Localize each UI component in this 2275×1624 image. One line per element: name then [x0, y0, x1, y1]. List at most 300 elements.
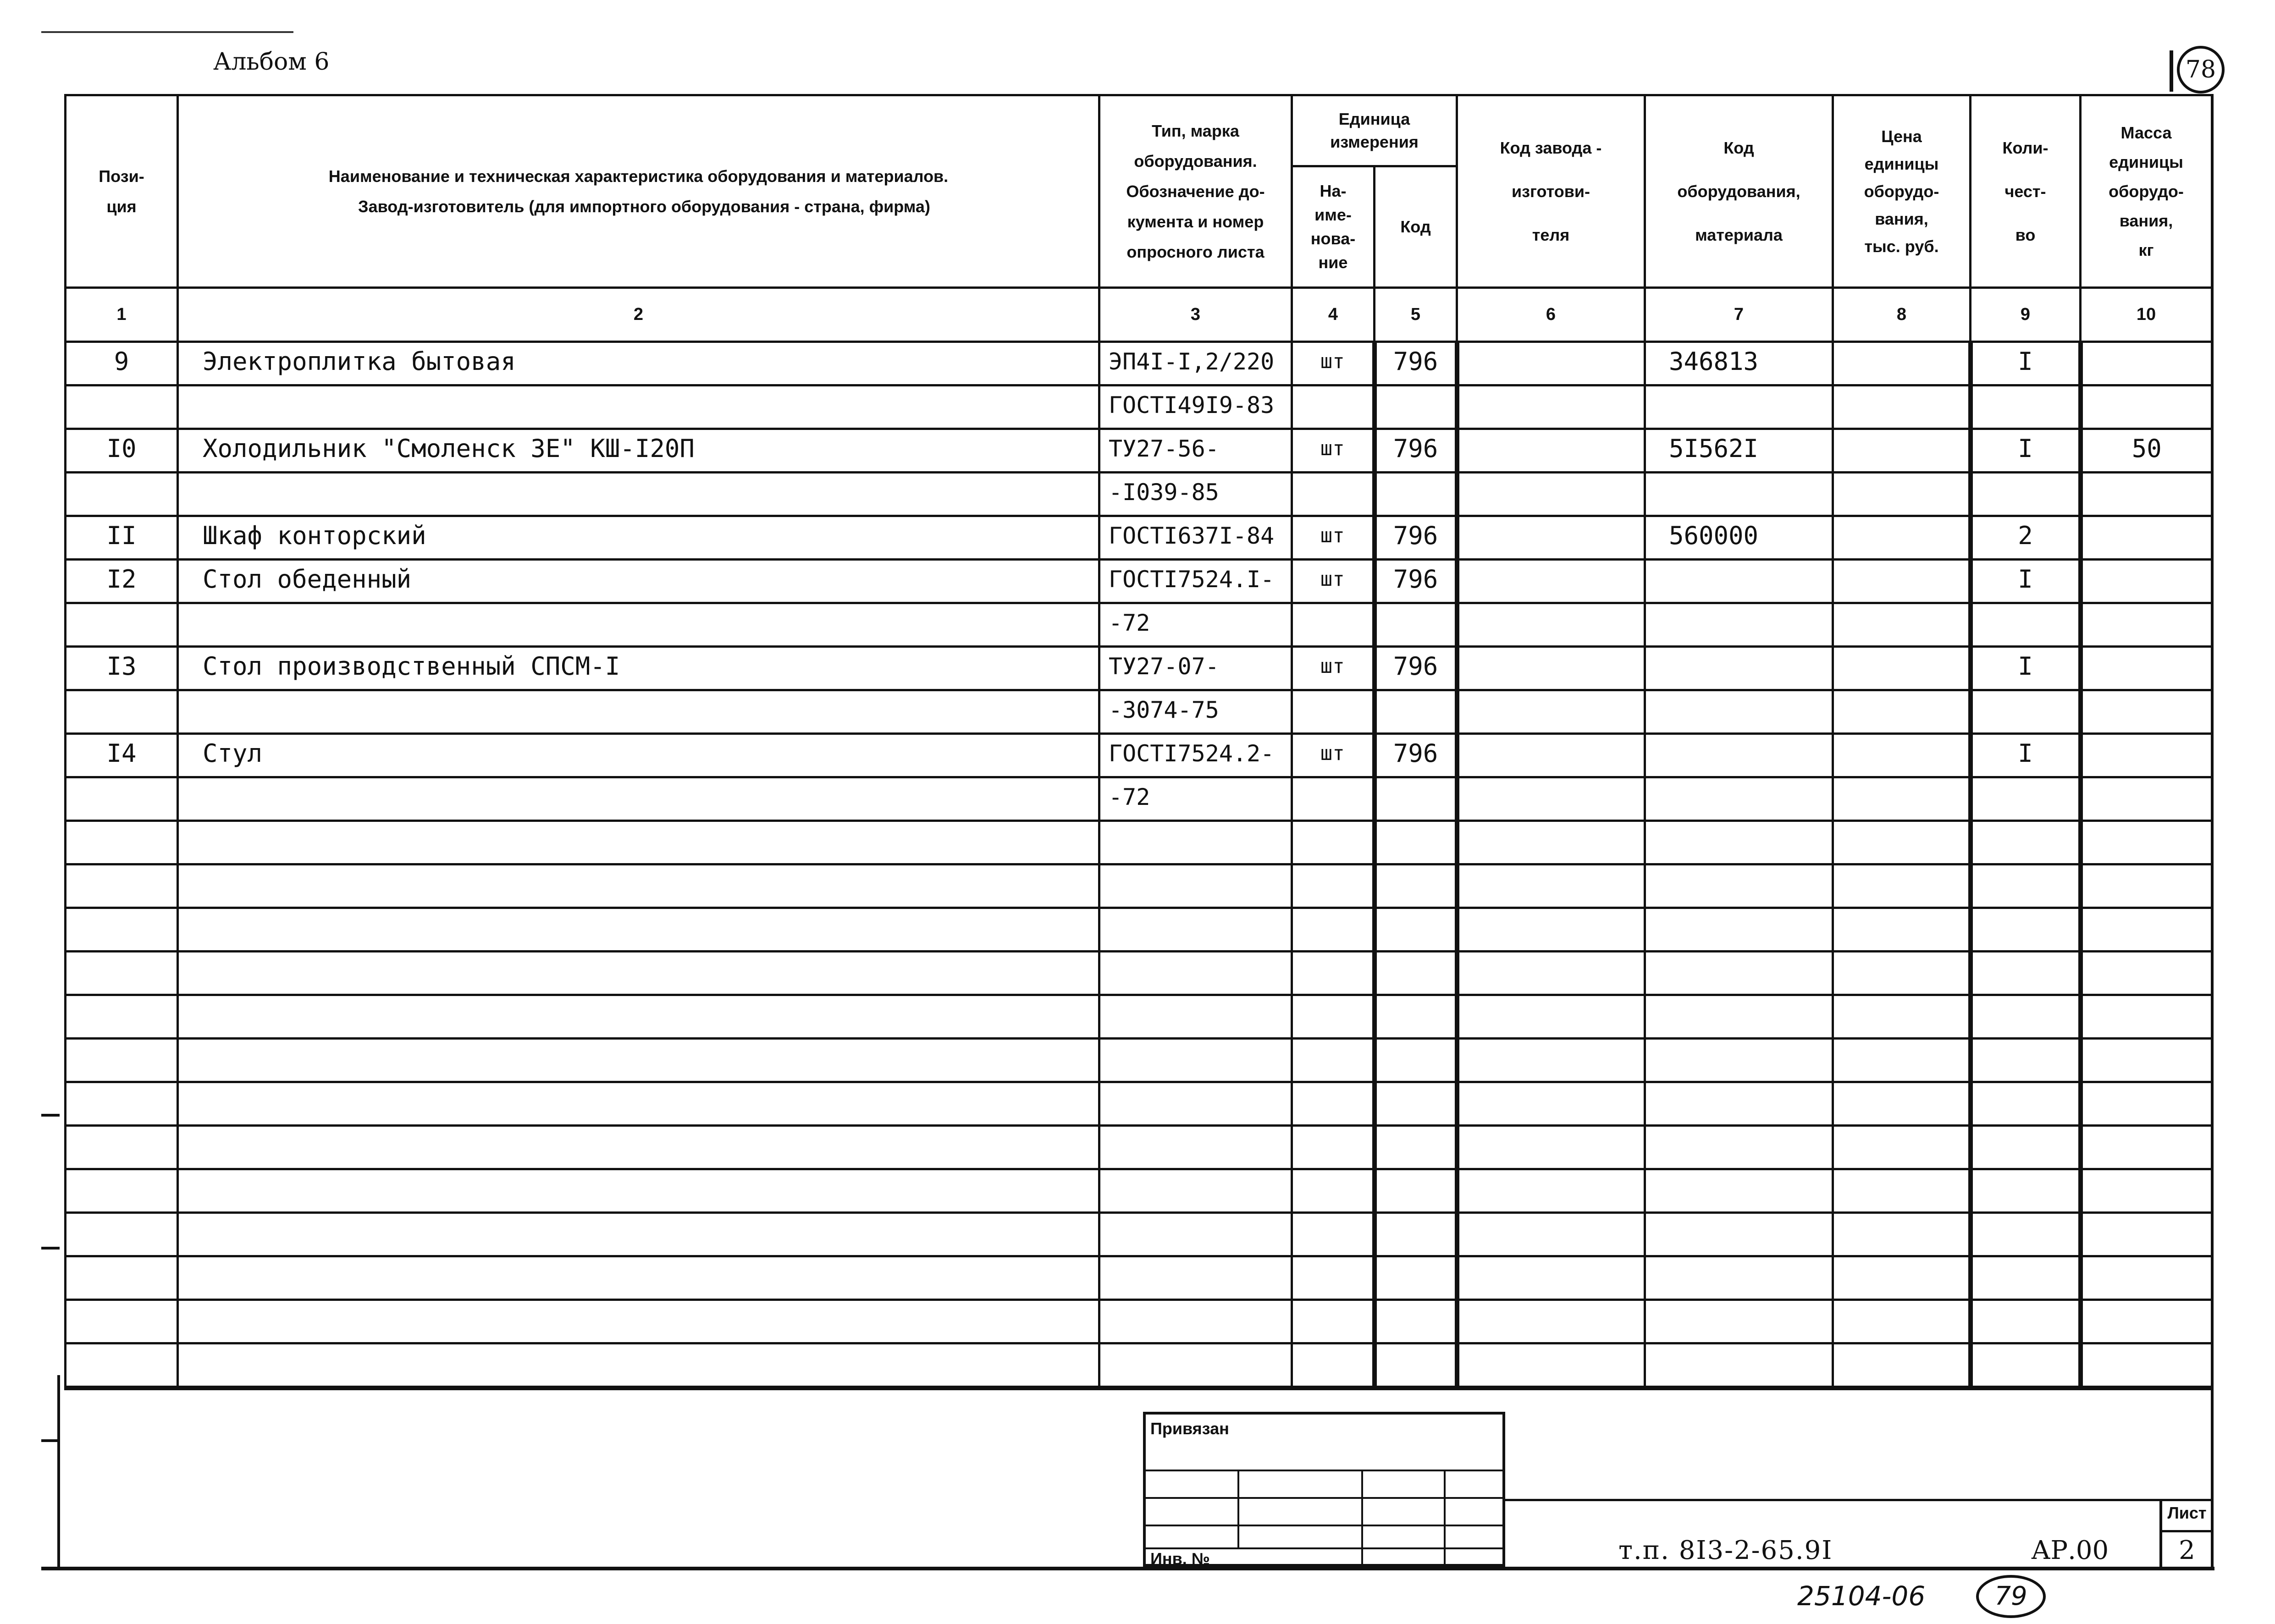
factory-code-cell: [1457, 1213, 1645, 1256]
unit-name-cell: шт: [1292, 429, 1375, 473]
unit-code-cell: [1375, 690, 1457, 734]
quantity-cell: I: [1971, 342, 2081, 385]
position-cell: [66, 1343, 178, 1388]
unit-code-cell: [1375, 1343, 1457, 1388]
header-name-line1: Наименование и техническая характеристика оборудования и материалов.: [328, 166, 949, 186]
position-cell: [66, 1126, 178, 1169]
column-number: 4: [1292, 288, 1375, 342]
equipment-code-cell: [1645, 908, 1833, 952]
equipment-code-cell: [1645, 1256, 1833, 1300]
equipment-code-cell: [1645, 1126, 1833, 1169]
unit-name-cell: [1292, 1256, 1375, 1300]
position-cell: [66, 952, 178, 995]
name-cell: [178, 473, 1099, 516]
unit-code-cell: [1375, 1126, 1457, 1169]
mass-cell: [2081, 560, 2212, 603]
position-cell: I3: [66, 647, 178, 690]
type-cell: [1099, 1343, 1292, 1388]
header-unit-price: Цена единицы оборудо- вания, тыс. руб.: [1833, 95, 1971, 288]
mass-cell: [2081, 690, 2212, 734]
type-cell: -I039-85: [1099, 473, 1292, 516]
table-row: [66, 1343, 2212, 1388]
type-cell: -72: [1099, 777, 1292, 821]
position-cell: I0: [66, 429, 178, 473]
inv-number-label: Инв. №: [1150, 1549, 1210, 1568]
mass-cell: [2081, 995, 2212, 1039]
column-number: 6: [1457, 288, 1645, 342]
equipment-specification-table: [64, 94, 2213, 1390]
type-cell: [1099, 1169, 1292, 1213]
factory-code-cell: [1457, 777, 1645, 821]
unit-name-cell: шт: [1292, 516, 1375, 560]
price-cell: [1833, 429, 1971, 473]
unit-code-cell: [1375, 995, 1457, 1039]
equipment-code-cell: [1645, 647, 1833, 690]
unit-code-cell: [1375, 1082, 1457, 1126]
header-unit-code: Код: [1375, 166, 1457, 288]
factory-code-cell: [1457, 995, 1645, 1039]
unit-code-cell: [1375, 864, 1457, 908]
column-number: 3: [1099, 288, 1292, 342]
price-cell: [1833, 908, 1971, 952]
type-cell: ГОСТI49I9-83: [1099, 385, 1292, 429]
factory-code-cell: [1457, 342, 1645, 385]
equipment-code-cell: [1645, 864, 1833, 908]
name-cell: [178, 1300, 1099, 1343]
unit-name-cell: шт: [1292, 647, 1375, 690]
quantity-cell: [1971, 821, 2081, 864]
mass-cell: [2081, 342, 2212, 385]
unit-code-cell: [1375, 1213, 1457, 1256]
table-row: [66, 908, 2212, 952]
quantity-cell: [1971, 1039, 2081, 1082]
column-number: 9: [1971, 288, 2081, 342]
factory-code-cell: [1457, 603, 1645, 647]
unit-name-cell: шт: [1292, 734, 1375, 777]
price-cell: [1833, 995, 1971, 1039]
mass-cell: [2081, 734, 2212, 777]
factory-code-cell: [1457, 473, 1645, 516]
equipment-code-cell: [1645, 385, 1833, 429]
mass-cell: 50: [2081, 429, 2212, 473]
type-cell: -72: [1099, 603, 1292, 647]
name-cell: [178, 1126, 1099, 1169]
unit-name-cell: [1292, 995, 1375, 1039]
quantity-cell: [1971, 385, 2081, 429]
table-row: [66, 473, 2212, 516]
inventory-code: 25104-06: [1797, 1580, 1926, 1612]
header-unit-group: Единица измерения: [1292, 95, 1457, 166]
factory-code-cell: [1457, 1039, 1645, 1082]
unit-name-cell: [1292, 1343, 1375, 1388]
equipment-code-cell: [1645, 603, 1833, 647]
type-cell: [1099, 952, 1292, 995]
column-number: 5: [1375, 288, 1457, 342]
factory-code-cell: [1457, 1256, 1645, 1300]
equipment-code-cell: [1645, 952, 1833, 995]
quantity-cell: [1971, 1300, 2081, 1343]
price-cell: [1833, 647, 1971, 690]
type-cell: [1099, 821, 1292, 864]
price-cell: [1833, 1169, 1971, 1213]
price-cell: [1833, 473, 1971, 516]
factory-code-cell: [1457, 821, 1645, 864]
position-cell: [66, 995, 178, 1039]
type-cell: [1099, 1300, 1292, 1343]
equipment-code-cell: [1645, 1039, 1833, 1082]
name-cell: [178, 821, 1099, 864]
factory-code-cell: [1457, 429, 1645, 473]
mass-cell: [2081, 821, 2212, 864]
factory-code-cell: [1457, 952, 1645, 995]
table-row: [66, 516, 2212, 560]
name-cell: [178, 1169, 1099, 1213]
mass-cell: [2081, 952, 2212, 995]
price-cell: [1833, 603, 1971, 647]
price-cell: [1833, 1082, 1971, 1126]
type-cell: [1099, 1039, 1292, 1082]
mass-cell: [2081, 385, 2212, 429]
table-row: [66, 1082, 2212, 1126]
mass-cell: [2081, 1039, 2212, 1082]
table-row: [66, 821, 2212, 864]
header-unit-name: На- име- нова- ние: [1292, 166, 1375, 288]
price-cell: [1833, 560, 1971, 603]
quantity-cell: I: [1971, 560, 2081, 603]
unit-code-cell: [1375, 908, 1457, 952]
position-cell: [66, 1169, 178, 1213]
header-name-line2: Завод-изготовитель (для импортного оборудования - страна, фирма): [358, 197, 930, 216]
position-cell: [66, 473, 178, 516]
quantity-cell: [1971, 952, 2081, 995]
binding-tick: [41, 1439, 60, 1442]
name-cell: [178, 995, 1099, 1039]
unit-name-cell: [1292, 1169, 1375, 1213]
unit-name-cell: [1292, 952, 1375, 995]
mass-cell: [2081, 1082, 2212, 1126]
position-cell: [66, 864, 178, 908]
page-marker-bracket: [2170, 50, 2173, 92]
mass-cell: [2081, 1343, 2212, 1388]
unit-name-cell: [1292, 1213, 1375, 1256]
position-cell: [66, 1039, 178, 1082]
unit-name-cell: [1292, 908, 1375, 952]
document-suffix: АР.00: [2031, 1536, 2109, 1565]
position-cell: [66, 908, 178, 952]
position-cell: [66, 1256, 178, 1300]
position-cell: [66, 1213, 178, 1256]
binding-tick: [41, 1247, 60, 1250]
type-cell: [1099, 908, 1292, 952]
mass-cell: [2081, 777, 2212, 821]
unit-code-cell: [1375, 1256, 1457, 1300]
equipment-code-cell: 560000: [1645, 516, 1833, 560]
top-edge-line: [41, 31, 293, 33]
mass-cell: [2081, 473, 2212, 516]
unit-code-cell: [1375, 1039, 1457, 1082]
column-number: 10: [2081, 288, 2212, 342]
column-number: 2: [178, 288, 1099, 342]
price-cell: [1833, 821, 1971, 864]
factory-code-cell: [1457, 734, 1645, 777]
unit-code-cell: 796: [1375, 516, 1457, 560]
equipment-code-cell: 346813: [1645, 342, 1833, 385]
sheet-number: 2: [2179, 1536, 2195, 1565]
table-row: [66, 1039, 2212, 1082]
type-cell: ГОСТI637I-84: [1099, 516, 1292, 560]
equipment-code-cell: [1645, 995, 1833, 1039]
position-cell: [66, 1082, 178, 1126]
price-cell: [1833, 516, 1971, 560]
unit-code-cell: [1375, 777, 1457, 821]
name-cell: [178, 908, 1099, 952]
quantity-cell: [1971, 603, 2081, 647]
table-row: [66, 690, 2212, 734]
name-cell: [178, 1039, 1099, 1082]
type-cell: ЭП4I-I,2/220: [1099, 342, 1292, 385]
header-equipment-code: Код оборудования, материала: [1645, 95, 1833, 288]
quantity-cell: I: [1971, 734, 2081, 777]
binding-tick: [41, 1114, 60, 1117]
position-cell: I4: [66, 734, 178, 777]
price-cell: [1833, 690, 1971, 734]
position-cell: I2: [66, 560, 178, 603]
type-cell: ГОСТI7524.I-: [1099, 560, 1292, 603]
table-row: [66, 952, 2212, 995]
factory-code-cell: [1457, 647, 1645, 690]
document-code: т.п. 8I3-2-65.9I: [1618, 1536, 1833, 1565]
table-row: [66, 1169, 2212, 1213]
inventory-page: 79: [1976, 1575, 2046, 1618]
unit-name-cell: [1292, 1300, 1375, 1343]
stamp-line: [1444, 1470, 1446, 1568]
unit-code-cell: [1375, 385, 1457, 429]
type-cell: [1099, 995, 1292, 1039]
name-cell: [178, 1082, 1099, 1126]
mass-cell: [2081, 603, 2212, 647]
table-row: [66, 342, 2212, 385]
position-cell: [66, 385, 178, 429]
table-row: [66, 560, 2212, 603]
table-row: [66, 734, 2212, 777]
name-cell: Электроплитка бытовая: [178, 342, 1099, 385]
frame-left-border: [57, 1375, 60, 1570]
title-block-line: [1505, 1499, 2211, 1501]
table-row: [66, 1126, 2212, 1169]
column-number: 7: [1645, 288, 1833, 342]
name-cell: Стул: [178, 734, 1099, 777]
factory-code-cell: [1457, 560, 1645, 603]
equipment-code-cell: [1645, 777, 1833, 821]
factory-code-cell: [1457, 1300, 1645, 1343]
type-cell: -3074-75: [1099, 690, 1292, 734]
mass-cell: [2081, 516, 2212, 560]
type-cell: [1099, 1256, 1292, 1300]
header-name: [178, 95, 1099, 288]
stamp-line: [1361, 1470, 1363, 1568]
stamp-line: [1146, 1470, 1505, 1471]
quantity-cell: [1971, 1082, 2081, 1126]
name-cell: [178, 777, 1099, 821]
quantity-cell: [1971, 1213, 2081, 1256]
column-number-row: [66, 288, 2212, 342]
table-row: [66, 1256, 2212, 1300]
factory-code-cell: [1457, 385, 1645, 429]
mass-cell: [2081, 1169, 2212, 1213]
type-cell: [1099, 1213, 1292, 1256]
equipment-code-cell: [1645, 1169, 1833, 1213]
position-cell: II: [66, 516, 178, 560]
unit-name-cell: шт: [1292, 560, 1375, 603]
name-cell: Шкаф конторский: [178, 516, 1099, 560]
unit-name-cell: шт: [1292, 342, 1375, 385]
price-cell: [1833, 1126, 1971, 1169]
unit-name-cell: [1292, 603, 1375, 647]
mass-cell: [2081, 1213, 2212, 1256]
header-type: Тип, марка оборудования. Обозначение до- кумента и номер опросного листа: [1099, 95, 1292, 288]
quantity-cell: [1971, 864, 2081, 908]
header-unit-mass: Масса единицы оборудо- вания, кг: [2081, 95, 2212, 288]
equipment-code-cell: [1645, 821, 1833, 864]
table-row: [66, 864, 2212, 908]
table-row: [66, 1213, 2212, 1256]
equipment-code-cell: [1645, 734, 1833, 777]
name-cell: Стол обеденный: [178, 560, 1099, 603]
name-cell: [178, 1256, 1099, 1300]
quantity-cell: [1971, 908, 2081, 952]
stamp-line: [1237, 1470, 1239, 1547]
equipment-code-cell: [1645, 690, 1833, 734]
unit-name-cell: [1292, 1126, 1375, 1169]
unit-name-cell: [1292, 690, 1375, 734]
price-cell: [1833, 952, 1971, 995]
name-cell: Холодильник "Смоленск 3Е" КШ-I20П: [178, 429, 1099, 473]
position-cell: 9: [66, 342, 178, 385]
quantity-cell: I: [1971, 429, 2081, 473]
unit-name-cell: [1292, 385, 1375, 429]
table-row: [66, 603, 2212, 647]
table-row: [66, 647, 2212, 690]
name-cell: [178, 603, 1099, 647]
unit-code-cell: 796: [1375, 342, 1457, 385]
sheet-label: Лист: [2167, 1503, 2207, 1522]
type-cell: [1099, 864, 1292, 908]
name-cell: [178, 385, 1099, 429]
unit-code-cell: 796: [1375, 429, 1457, 473]
page-marker: 78: [2177, 46, 2225, 94]
unit-code-cell: 796: [1375, 734, 1457, 777]
quantity-cell: [1971, 690, 2081, 734]
factory-code-cell: [1457, 690, 1645, 734]
header-row-1: [66, 95, 2212, 166]
unit-code-cell: 796: [1375, 647, 1457, 690]
quantity-cell: [1971, 1169, 2081, 1213]
stamp-line: [1146, 1497, 1505, 1499]
mass-cell: [2081, 1300, 2212, 1343]
price-cell: [1833, 1300, 1971, 1343]
type-cell: ТУ27-56-: [1099, 429, 1292, 473]
quantity-cell: [1971, 1256, 2081, 1300]
quantity-cell: [1971, 777, 2081, 821]
type-cell: ТУ27-07-: [1099, 647, 1292, 690]
mass-cell: [2081, 864, 2212, 908]
album-label: Альбом 6: [213, 48, 330, 76]
header-quantity: Коли- чест- во: [1971, 95, 2081, 288]
unit-code-cell: [1375, 1169, 1457, 1213]
factory-code-cell: [1457, 1169, 1645, 1213]
factory-code-cell: [1457, 1082, 1645, 1126]
attached-label: Привязан: [1150, 1419, 1229, 1438]
table-row: [66, 1300, 2212, 1343]
quantity-cell: [1971, 995, 2081, 1039]
unit-name-cell: [1292, 1039, 1375, 1082]
unit-name-cell: [1292, 473, 1375, 516]
quantity-cell: I: [1971, 647, 2081, 690]
unit-name-cell: [1292, 777, 1375, 821]
quantity-cell: 2: [1971, 516, 2081, 560]
mass-cell: [2081, 1126, 2212, 1169]
equipment-code-cell: [1645, 560, 1833, 603]
price-cell: [1833, 1256, 1971, 1300]
equipment-code-cell: [1645, 1082, 1833, 1126]
price-cell: [1833, 1213, 1971, 1256]
position-cell: [66, 603, 178, 647]
factory-code-cell: [1457, 516, 1645, 560]
frame-bottom-border: [41, 1567, 2214, 1570]
equipment-code-cell: 5I562I: [1645, 429, 1833, 473]
table-row: [66, 385, 2212, 429]
price-cell: [1833, 1039, 1971, 1082]
price-cell: [1833, 385, 1971, 429]
price-cell: [1833, 1343, 1971, 1388]
unit-name-cell: [1292, 821, 1375, 864]
factory-code-cell: [1457, 864, 1645, 908]
mass-cell: [2081, 1256, 2212, 1300]
table-row: [66, 995, 2212, 1039]
equipment-code-cell: [1645, 1343, 1833, 1388]
price-cell: [1833, 342, 1971, 385]
name-cell: [178, 1213, 1099, 1256]
name-cell: [178, 864, 1099, 908]
column-number: 8: [1833, 288, 1971, 342]
mass-cell: [2081, 647, 2212, 690]
frame-right-border: [2211, 94, 2214, 1570]
unit-code-cell: 796: [1375, 560, 1457, 603]
type-cell: ГОСТI7524.2-: [1099, 734, 1292, 777]
header-factory-code: Код завода - изготови- теля: [1457, 95, 1645, 288]
table-row: [66, 429, 2212, 473]
approval-stamp: [1143, 1412, 1505, 1567]
equipment-code-cell: [1645, 1213, 1833, 1256]
factory-code-cell: [1457, 908, 1645, 952]
unit-code-cell: [1375, 1300, 1457, 1343]
unit-name-cell: [1292, 1082, 1375, 1126]
price-cell: [1833, 864, 1971, 908]
position-cell: [66, 1300, 178, 1343]
stamp-line: [1146, 1525, 1505, 1526]
quantity-cell: [1971, 1126, 2081, 1169]
position-cell: [66, 690, 178, 734]
mass-cell: [2081, 908, 2212, 952]
name-cell: [178, 690, 1099, 734]
equipment-code-cell: [1645, 473, 1833, 516]
quantity-cell: [1971, 473, 2081, 516]
position-cell: [66, 821, 178, 864]
position-cell: [66, 777, 178, 821]
table-row: [66, 777, 2212, 821]
name-cell: [178, 952, 1099, 995]
name-cell: [178, 1343, 1099, 1388]
